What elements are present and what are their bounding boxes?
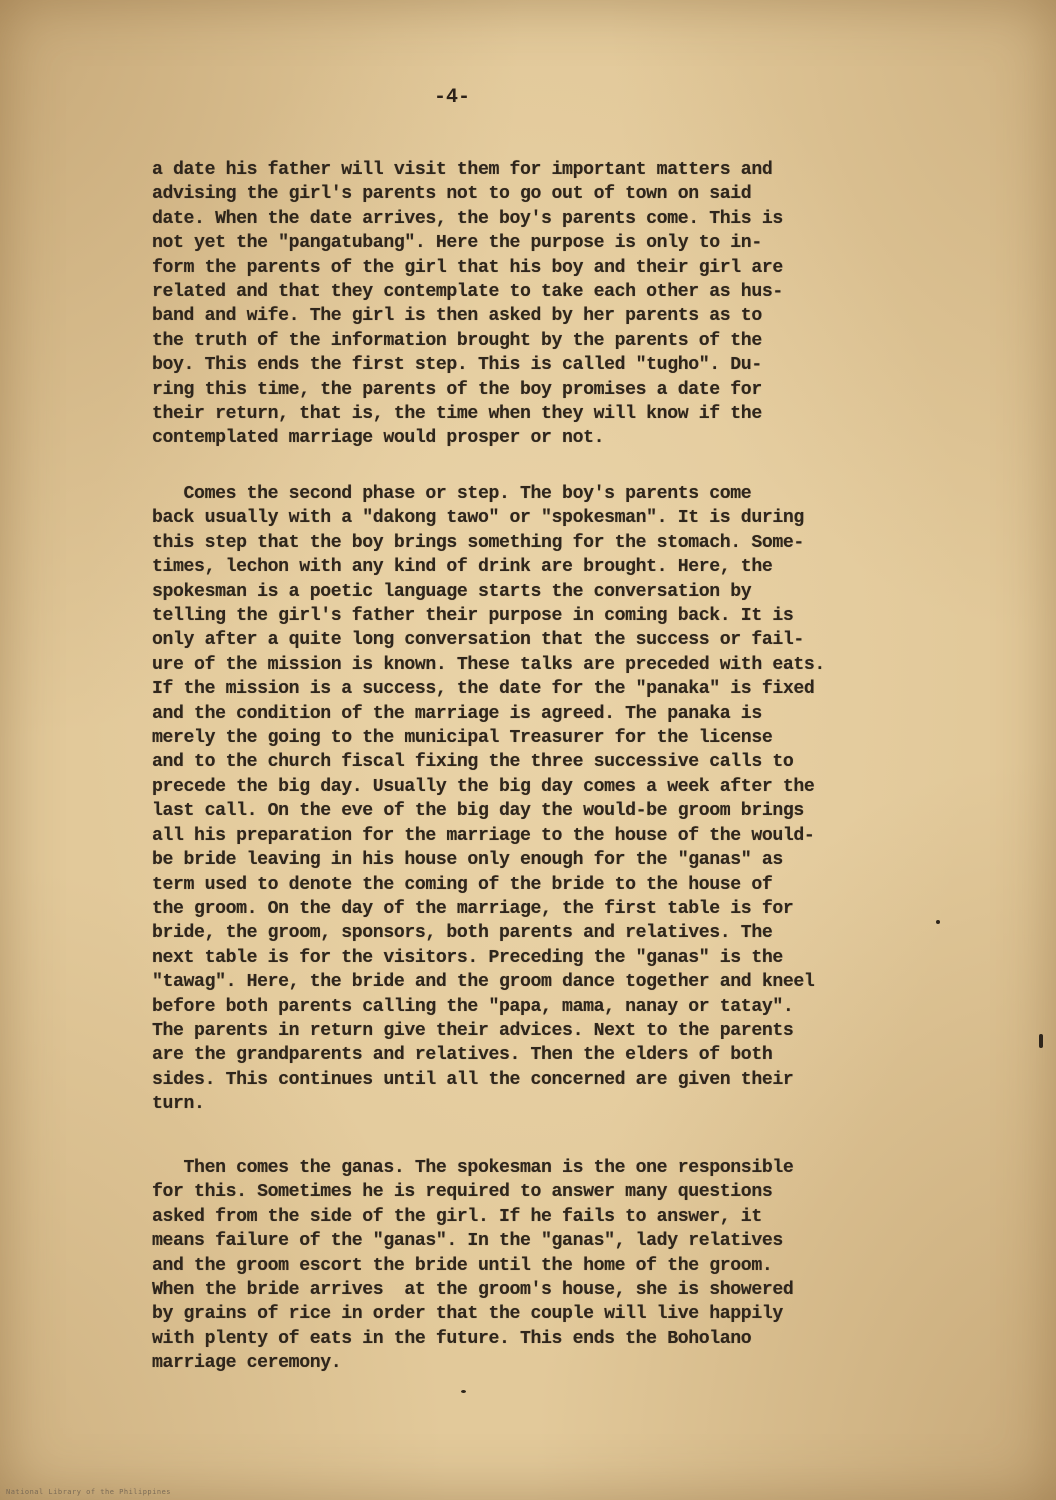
text-line: last call. On the eve of the big day the would-be groom brings — [152, 801, 804, 822]
text-line: and the groom escort the bride until the home of the groom. — [152, 1255, 773, 1276]
text-line: asked from the side of the girl. If he fails to answer, it — [152, 1206, 762, 1227]
page-number: -4- — [433, 86, 470, 109]
text-line: this step that the boy brings something for the stomach. Some- — [152, 532, 804, 553]
text-line: contemplated marriage would prosper or not. — [152, 428, 605, 449]
text-line: by grains of rice in order that the couple will live happily — [152, 1304, 783, 1325]
ink-speck — [936, 920, 940, 924]
text-line: ure of the mission is known. These talks are preceded with eats. — [152, 654, 825, 675]
text-line: bride, the groom, sponsors, both parents and relatives. The — [152, 923, 773, 944]
text-line: for this. Sometimes he is required to answer many questions — [152, 1182, 773, 1203]
text-line: all his preparation for the marriage to the house of the would- — [152, 825, 815, 846]
text-line: precede the big day. Usually the big day comes a week after the — [152, 776, 815, 797]
text-line: are the grandparents and relatives. Then the elders of both — [152, 1045, 773, 1066]
paragraph — [152, 1156, 952, 1376]
text-line: marriage ceremony. — [152, 1353, 342, 1374]
text-line: only after a quite long conversation that the success or fail- — [152, 630, 804, 651]
text-line: term used to denote the coming of the bride to the house of — [152, 874, 773, 895]
text-line: If the mission is a success, the date for the "panaka" is fixed — [152, 679, 815, 700]
text-line: When the bride arrives at the groom's house, she is showered — [152, 1280, 794, 1301]
text-line: band and wife. The girl is then asked by her parents as to — [152, 306, 762, 327]
text-line: a date his father will visit them for important matters and — [152, 160, 773, 180]
text-line: form the parents of the girl that his boy and their girl are — [152, 257, 783, 278]
archive-footer-stamp: National Library of the Philippines — [6, 1488, 172, 1496]
text-line: the groom. On the day of the marriage, the first table is for — [152, 898, 794, 919]
text-line: Then comes the ganas. The spokesman is the one responsible — [152, 1158, 794, 1178]
text-line: next table is for the visitors. Preceding the "ganas" is the — [152, 947, 783, 968]
text-line: their return, that is, the time when they will know if the — [152, 404, 762, 425]
text-line: The parents in return give their advices. Next to the parents — [152, 1020, 794, 1041]
ink-speck — [461, 1390, 466, 1393]
text-line: ring this time, the parents of the boy promises a date for — [152, 379, 762, 400]
text-line: sides. This continues until all the concerned are given their — [152, 1069, 794, 1090]
text-line: with plenty of eats in the future. This ends the Boholano — [152, 1328, 752, 1349]
text-line: be bride leaving in his house only enough for the "ganas" as — [152, 850, 783, 871]
text-line: and the condition of the marriage is agreed. The panaka is — [152, 703, 762, 724]
text-line: the truth of the information brought by the parents of the — [152, 330, 762, 351]
text-line: merely the going to the municipal Treasurer for the license — [152, 728, 773, 749]
text-line: spokesman is a poetic language starts the conversation by — [152, 581, 752, 602]
paragraph — [152, 158, 952, 451]
ink-speck — [1039, 1034, 1043, 1048]
text-line: advising the girl's parents not to go out of town on said — [152, 184, 752, 205]
text-line: times, lechon with any kind of drink are brought. Here, the — [152, 557, 773, 578]
text-line: and to the church fiscal fixing the three successive calls to — [152, 752, 794, 773]
text-line: related and that they contemplate to take each other as hus- — [152, 282, 783, 303]
text-line: boy. This ends the first step. This is called "tugho". Du- — [152, 355, 762, 376]
text-line: telling the girl's father their purpose in coming back. It is — [152, 606, 794, 627]
text-line: "tawag". Here, the bride and the groom dance together and kneel — [152, 972, 815, 993]
text-line: means failure of the "ganas". In the "ganas", lady relatives — [152, 1231, 783, 1252]
text-line: date. When the date arrives, the boy's parents come. This is — [152, 208, 783, 229]
text-line: Comes the second phase or step. The boy's parents come — [152, 484, 752, 504]
text-line: not yet the "pangatubang". Here the purpose is only to in- — [152, 233, 762, 254]
text-line: before both parents calling the "papa, mama, nanay or tatay". — [152, 996, 794, 1017]
text-line: turn. — [152, 1094, 205, 1115]
paragraph — [152, 482, 952, 1117]
text-line: back usually with a "dakong tawo" or "spokesman". It is during — [152, 508, 804, 529]
